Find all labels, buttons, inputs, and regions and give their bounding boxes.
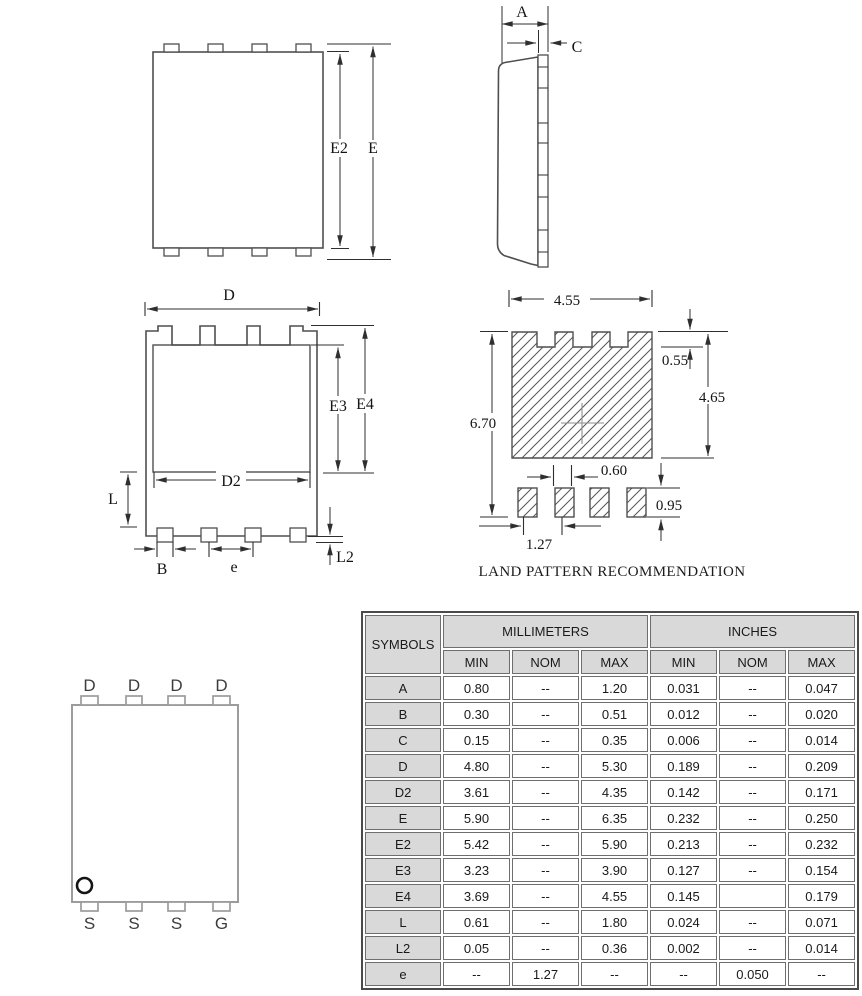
value-cell: -- — [719, 728, 786, 752]
header-mm-nom: NOM — [512, 650, 579, 674]
table-body — [365, 676, 855, 986]
value-cell: -- — [719, 780, 786, 804]
value-cell: 0.35 — [581, 728, 648, 752]
value-cell: 0.020 — [788, 702, 855, 726]
header-in-max: MAX — [788, 650, 855, 674]
value-cell: 0.014 — [788, 728, 855, 752]
table-row — [365, 858, 855, 882]
dim-label-e2: E2 — [330, 140, 348, 157]
value-cell: -- — [512, 806, 579, 830]
pin-tab — [126, 696, 142, 705]
value-cell: 3.61 — [443, 780, 510, 804]
value-cell: -- — [719, 754, 786, 778]
value-cell: 0.250 — [788, 806, 855, 830]
dim-label-a: A — [516, 4, 528, 21]
lead-pad — [208, 248, 223, 256]
dim-label-0.55: 0.55 — [661, 353, 689, 369]
value-cell: 0.024 — [650, 910, 717, 934]
lead-land-pad — [590, 488, 609, 517]
pin-label-drain: D — [170, 676, 183, 695]
value-cell: 0.006 — [650, 728, 717, 752]
header-mm-min: MIN — [443, 650, 510, 674]
dim-label-b: B — [156, 561, 168, 578]
value-cell: 0.014 — [788, 936, 855, 960]
value-cell: -- — [512, 910, 579, 934]
pin-label-source: S — [128, 914, 140, 933]
lead-pad — [252, 248, 267, 256]
value-cell: 4.55 — [581, 884, 648, 908]
value-cell: 0.127 — [650, 858, 717, 882]
value-cell: 3.90 — [581, 858, 648, 882]
lead-pad — [296, 248, 311, 256]
pin-tab — [81, 902, 98, 911]
header-in-nom: NOM — [719, 650, 786, 674]
value-cell: 0.36 — [581, 936, 648, 960]
symbol-cell: e — [365, 962, 441, 986]
lead-pad — [245, 528, 261, 542]
lead-pad — [201, 528, 217, 542]
header-inches: INCHES — [650, 615, 855, 648]
value-cell: 0.209 — [788, 754, 855, 778]
value-cell: 5.90 — [443, 806, 510, 830]
symbol-cell: A — [365, 676, 441, 700]
symbol-cell: B — [365, 702, 441, 726]
value-cell: 0.142 — [650, 780, 717, 804]
value-cell: -- — [719, 832, 786, 856]
value-cell: -- — [788, 962, 855, 986]
value-cell: 0.15 — [443, 728, 510, 752]
value-cell: 0.145 — [650, 884, 717, 908]
value-cell: 0.30 — [443, 702, 510, 726]
symbol-cell: E4 — [365, 884, 441, 908]
value-cell: -- — [512, 702, 579, 726]
pin-tab — [81, 696, 98, 705]
value-cell: -- — [512, 884, 579, 908]
pinout-drawing — [72, 676, 238, 933]
pin-label-drain: D — [83, 676, 96, 695]
dim-label-6.70: 6.70 — [469, 416, 497, 432]
table-row — [365, 832, 855, 856]
header-mm-max: MAX — [581, 650, 648, 674]
lead-pad — [296, 44, 311, 52]
value-cell: 3.23 — [443, 858, 510, 882]
pin-label-source: S — [170, 914, 183, 933]
symbol-cell: E — [365, 806, 441, 830]
pin-label-source: S — [83, 914, 96, 933]
value-cell: -- — [581, 962, 648, 986]
value-cell: 0.213 — [650, 832, 717, 856]
value-cell: 0.154 — [788, 858, 855, 882]
dim-label-4.55: 4.55 — [553, 293, 581, 309]
value-cell: 0.232 — [650, 806, 717, 830]
value-cell: 0.031 — [650, 676, 717, 700]
value-cell: 5.42 — [443, 832, 510, 856]
value-cell: 0.51 — [581, 702, 648, 726]
top-view-drawing — [153, 44, 391, 260]
value-cell: 0.050 — [719, 962, 786, 986]
dim-label-d: D — [223, 287, 235, 304]
lead-pad — [290, 528, 306, 542]
value-cell: 0.232 — [788, 832, 855, 856]
table-row — [365, 754, 855, 778]
value-cell: -- — [512, 676, 579, 700]
pin-label-drain: D — [215, 676, 228, 695]
value-cell: 0.80 — [443, 676, 510, 700]
value-cell: 0.171 — [788, 780, 855, 804]
symbol-cell: E2 — [365, 832, 441, 856]
header-symbols: SYMBOLS — [365, 615, 441, 674]
lead-land-pad — [627, 488, 646, 517]
pin-tab — [168, 902, 185, 911]
dim-label-0.95: 0.95 — [655, 498, 683, 514]
value-cell: 0.05 — [443, 936, 510, 960]
value-cell: -- — [512, 728, 579, 752]
value-cell: -- — [512, 858, 579, 882]
value-cell — [719, 884, 786, 908]
lead-pad — [164, 248, 179, 256]
header-millimeters: MILLIMETERS — [443, 615, 648, 648]
lead-pad — [157, 528, 173, 542]
table-header — [365, 615, 855, 674]
table-row — [365, 936, 855, 960]
value-cell: 4.80 — [443, 754, 510, 778]
table-row — [365, 910, 855, 934]
value-cell: -- — [650, 962, 717, 986]
symbol-cell: L2 — [365, 936, 441, 960]
side-view-drawing — [498, 4, 583, 267]
dim-label-0.60: 0.60 — [600, 463, 628, 479]
header-in-min: MIN — [650, 650, 717, 674]
pin-tab — [213, 696, 230, 705]
value-cell: 5.90 — [581, 832, 648, 856]
value-cell: -- — [719, 858, 786, 882]
value-cell: 1.27 — [512, 962, 579, 986]
value-cell: 4.35 — [581, 780, 648, 804]
symbol-cell: E3 — [365, 858, 441, 882]
value-cell: 0.012 — [650, 702, 717, 726]
value-cell: -- — [719, 910, 786, 934]
package-body-pinout — [72, 705, 238, 902]
value-cell: -- — [512, 754, 579, 778]
symbol-cell: L — [365, 910, 441, 934]
value-cell: -- — [719, 676, 786, 700]
value-cell: -- — [512, 936, 579, 960]
dim-label-e4: E4 — [356, 396, 374, 413]
land-pattern-caption: LAND PATTERN RECOMMENDATION — [478, 564, 746, 580]
value-cell: 0.047 — [788, 676, 855, 700]
dim-label-4.65: 4.65 — [698, 390, 726, 406]
value-cell: -- — [719, 806, 786, 830]
pin-tab — [168, 696, 185, 705]
package-body-top-view — [153, 52, 323, 248]
bottom-view-drawing — [108, 287, 378, 578]
pin-label-gate: G — [214, 914, 229, 933]
lead-pad — [252, 44, 267, 52]
dim-label-l2: L2 — [336, 549, 354, 566]
lead-edge-strip — [538, 55, 548, 267]
value-cell: -- — [443, 962, 510, 986]
lead-land-pad — [555, 488, 574, 517]
land-pattern-drawing — [464, 290, 745, 580]
value-cell: -- — [719, 702, 786, 726]
package-body-bottom-view — [146, 326, 317, 536]
table-row — [365, 728, 855, 752]
value-cell: -- — [719, 936, 786, 960]
value-cell: 3.69 — [443, 884, 510, 908]
package-body-side-view — [498, 57, 539, 266]
value-cell: 0.071 — [788, 910, 855, 934]
pin-tab — [126, 902, 142, 911]
dim-label-e-pitch: e — [230, 559, 238, 576]
lead-pad — [208, 44, 223, 52]
dimensions-table — [361, 611, 859, 990]
dim-label-e3: E3 — [329, 398, 347, 415]
table-row — [365, 884, 855, 908]
pin-tab — [213, 902, 230, 911]
symbol-cell: C — [365, 728, 441, 752]
dim-label-1.27: 1.27 — [525, 537, 553, 553]
lead-land-pad — [518, 488, 537, 517]
lead-pad — [164, 44, 179, 52]
symbol-cell: D2 — [365, 780, 441, 804]
table-row — [365, 962, 855, 986]
table-row — [365, 780, 855, 804]
pin1-indicator-icon — [77, 878, 92, 893]
value-cell: 0.61 — [443, 910, 510, 934]
table-row — [365, 806, 855, 830]
value-cell: 5.30 — [581, 754, 648, 778]
pin-label-drain: D — [127, 676, 141, 695]
value-cell: 6.35 — [581, 806, 648, 830]
dim-label-l: L — [108, 491, 118, 508]
value-cell: 1.20 — [581, 676, 648, 700]
value-cell: -- — [512, 780, 579, 804]
symbol-cell: D — [365, 754, 441, 778]
value-cell: 0.189 — [650, 754, 717, 778]
value-cell: 0.002 — [650, 936, 717, 960]
value-cell: -- — [512, 832, 579, 856]
table-row — [365, 676, 855, 700]
value-cell: 1.80 — [581, 910, 648, 934]
table-row — [365, 702, 855, 726]
value-cell: 0.179 — [788, 884, 855, 908]
dim-label-d2: D2 — [221, 473, 241, 490]
dim-label-e: E — [368, 140, 378, 157]
dim-label-c: C — [571, 39, 583, 56]
